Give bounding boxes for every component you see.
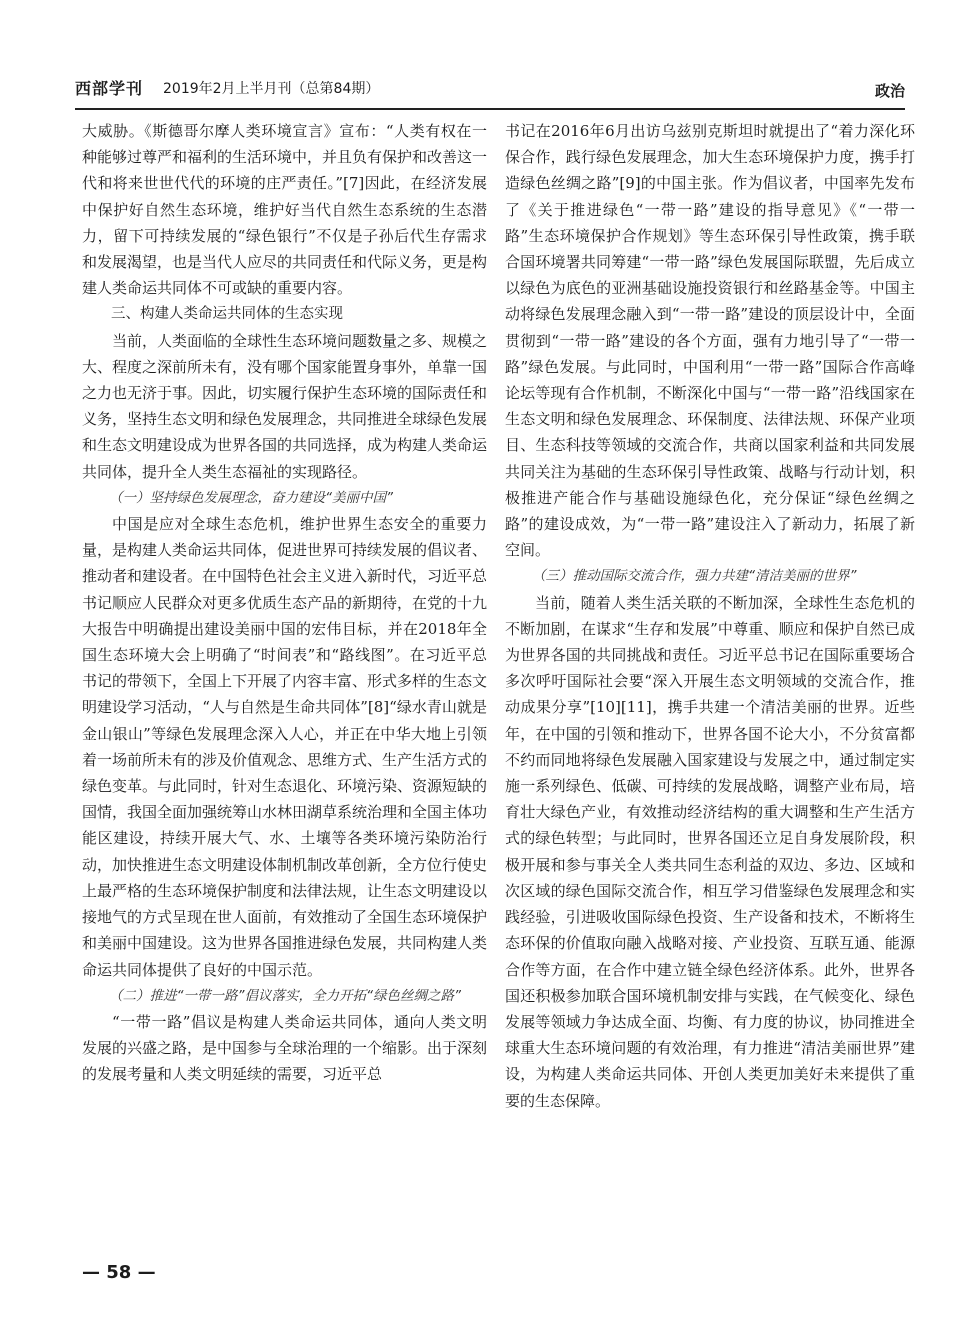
paragraph: “一带一路”倡议是构建人类命运共同体，通向人类文明发展的兴盛之路，是中国参与全球治理的一个缩影。出于深刻的发展考量和人类文明延续的需要，习近平总 [82,1012,488,1084]
left-column [82,118,487,1088]
subsection-heading: （二）推进“一带一路”倡议落实，全力开拓“绿色丝绸之路” [109,987,461,1004]
issue-info: 2019年2月上半月刊（总第84期） [163,81,380,97]
paragraph: 大威胁。《斯德哥尔摩人类环境宣言》宣布：“人类有权在一种能够过尊严和福利的生活环境中，并且负有保护和改善这一代和将来世世代代的环境的庄严责任。”[7]因此，在经济发展中保护好自然生态环境，维护好当代自然生态系统的生态潜力，留下可持续发展的“绿色银行”不仅是子孙后代生存需求和发展渴望，也是当代人应尽的共同责任和代际义务，更是构建人类命运共同体不可或缺的重要内容。 [82,122,488,298]
paragraph: 当前，人类面临的全球性生态环境问题数量之多、规模之大、程度之深前所未有，没有哪个国家能置身事外，单靠一国之力也无济于事。因此，切实履行保护生态环境的国际责任和义务，坚持生态文明和绿色发展理念，共同推进全球绿色发展和生态文明建设成为世界各国的共同选择，成为构建人类命运共同体，提升全人类生态福祉的实现路径。 [82,331,488,481]
paragraph: 当前，随着人类生活关联的不断加深，全球性生态危机的不断加剧，在谋求“生存和发展”中尊重、顺应和保护自然已成为世界各国的共同挑战和责任。习近平总书记在国际重要场合多次呼吁国际社会要“深入开展生态文明领域的交流合作，推动成果分享”[10][11]，携手共建一个清洁美丽的世界。近些年，在中国的引领和推动下，世界各国不论大小，不分贫富都不约而同地将绿色发展融入国家建设与发展之中，通过制定实施一系列绿色、低碳、可持续的发展战略，调整产业布局，培育壮大绿色产业，有效推动经济结构的重大调整和生产生活方式的绿色转型；与此同时，世界各国还立足自身发展阶段，积极开展和参与事关全人类共同生态利益的双边、多边、区域和次区域的绿色国际交流合作，相互学习借鉴绿色发展理念和实践经验，引进吸收国际绿色投资、生产设备和技术，不断将生态环保的价值取向融入战略对接、产业投资、互联互通、能源合作等方面，在合作中建立链全绿色经济体系。此外，世界各国还积极参加联合国环境机制安排与实践，在气候变化、绿色发展等领域力争达成全面、均衡、有力度的协议，协同推进全球重大生态环境问题的有效治理，有力推进“清洁美丽世界”建设，为构建人类命运共同体、开创人类更加美好未来提供了重要的生态保障。 [505,593,915,1110]
paragraph: 中国是应对全球生态危机，维护世界生态安全的重要力量，是构建人类命运共同体，促进世界可持续发展的倡议者、推动者和建设者。在中国特色社会主义进入新时代，习近平总书记顺应人民群众对更多优质生态产品的新期待，在党的十九大报告中明确提出建设美丽中国的宏伟目标，并在2018年全国生态环境大会上明确了“时间表”和“路线图”。在习近平总书记的带领下，全国上下开展了内容丰富、形式多样的生态文明建设学习活动，“人与自然是生命共同体”[8]“绿水青山就是金山银山”等绿色发展理念深入人心，并正在中华大地上引领着一场前所未有的涉及价值观念、思维方式、生产生活方式的绿色变革。与此同时，针对生态退化、环境污染、资源短缺的国情，我国全面加强统筹山水林田湖草系统治理和全国主体功能区建设，持续开展大气、水、土壤等各类环境污染防治行动，加快推进生态文明建设体制机制改革创新，全方位行使史上最严格的生态环境保护制度和法律法规，让生态文明建设以接地气的方式呈现在世人面前，有效推动了全国生态环境保护和美丽中国建设。这为世界各国推进绿色发展，共同构建人类命运共同体提供了良好的中国示范。 [82,515,488,979]
subsection-heading: （三）推动国际交流合作，强力共建“清洁美丽的世界” [532,568,857,585]
header-rule [75,108,905,110]
subsection-heading: （一）坚持绿色发展理念，奋力建设“美丽中国” [109,489,393,506]
running-header [75,72,905,102]
page-number: — 58 — [82,1262,156,1283]
paragraph: 书记在2016年6月出访乌兹别克斯坦时就提出了“着力深化环保合作，践行绿色发展理念，加大生态环境保护力度，携手打造绿色丝绸之路”[9]的中国主张。作为倡议者，中国率先发布了《关于推进绿色“一带一路”建设的指导意见》《“一带一路”生态环境保护合作规划》等生态环保引导性政策，携手联合国环境署共同筹建“一带一路”绿色发展国际联盟，先后成立以绿色为底色的亚洲基础设施投资银行和丝路基金等。中国主动将绿色发展理念融入到“一带一路”建设的顶层设计中，全面贯彻到“一带一路”建设的各个方面，强有力地引导了“一带一路”绿色发展。与此同时，中国利用“一带一路”国际合作高峰论坛等现有合作机制，不断深化中国与“一带一路”沿线国家在生态文明和绿色发展理念、环保制度、法律法规、环保产业项目、生态科技等领域的交流合作，共商以国家利益和共同发展共同关注为基础的生态环保引导性政策、战略与行动计划，积极推进产能合作与基础设施绿色化，充分保证“绿色丝绸之路”的建设成效，为“一带一路”建设注入了新动力，拓展了新空间。 [505,122,915,560]
journal-name: 西部学刊 [75,79,144,98]
right-column [505,118,915,1114]
section-heading: 三、构建人类命运共同体的生态实现 [111,306,343,323]
section-label: 政治 [874,82,905,100]
